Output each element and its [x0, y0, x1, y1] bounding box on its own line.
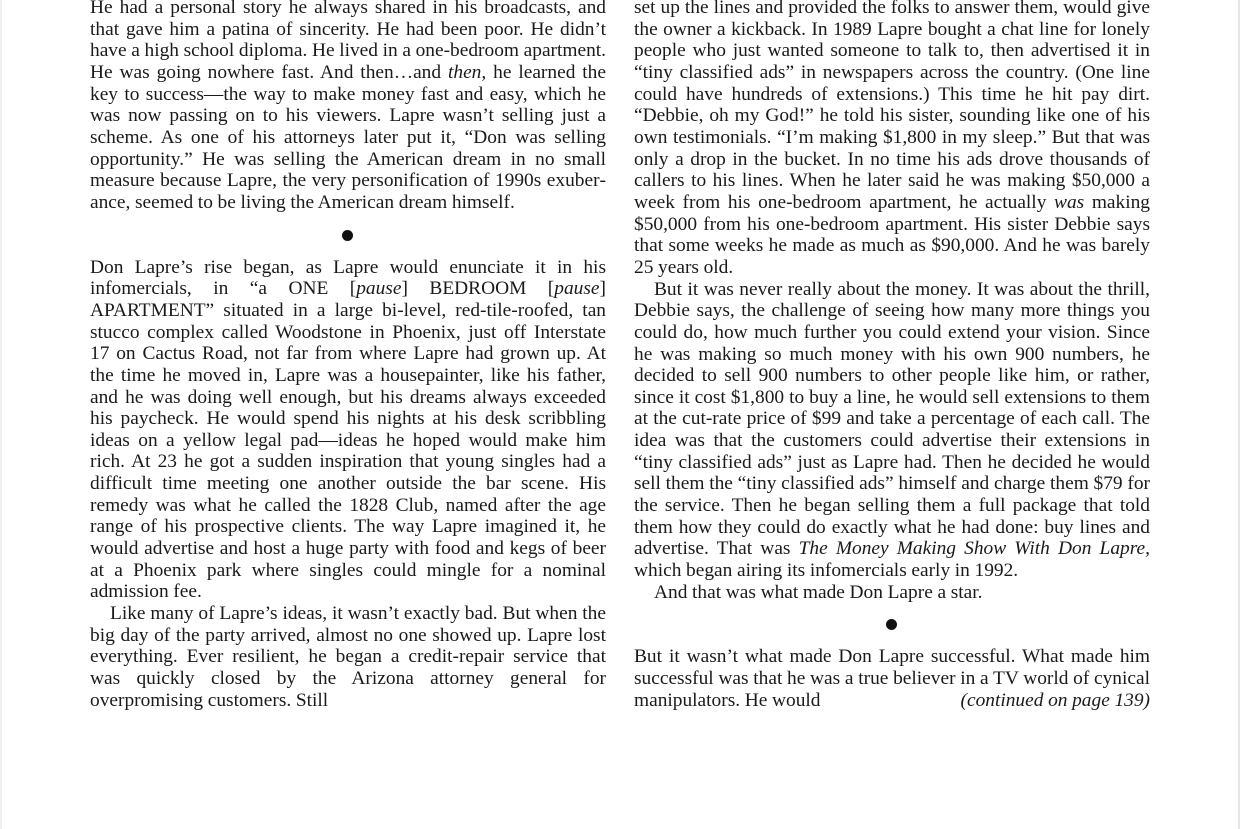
- right-column: [634, 0, 1150, 711]
- right-paragraph-4: [634, 646, 1150, 711]
- left-column: [90, 0, 606, 711]
- right-paragraph-2: But it was never really about the money. It was about the thrill, Debbie says, the challenge of seeing how many more things you could do, how much further you could extend your vision. Since he was making so much money with his own 900 numbers, he decided to sell 900 numbers to other people like him, or rather, since it cost $1,800 to buy a line, he would sell extensions to them at the cut-rate price of $99 and take a percentage of each call. The idea was that the customers could advertise their extensions in “tiny classified ads” just as Lapre had. Then he decided he would sell them the “tiny classified ads” himself and charge them $79 for the service. Then he began selling them a full package that told them how they could do exactly what he had done: buy lines and advertise. That was The Money Making Show With Don Lapre, which began airing its infomercials early in 1992.: [634, 278, 1150, 582]
- page-left-edge: [0, 0, 2, 829]
- right-paragraph-4-text: But it wasn’t what made Don Lapre successful. What made him successful was that he was a true believer in a TV world of cynical manipulators. He would: [634, 646, 1150, 711]
- section-break-bullet: [90, 214, 606, 257]
- section-break-bullet: [634, 603, 1150, 646]
- left-paragraph-3: Like many of Lapre’s ideas, it wasn’t exactly bad. But when the big day of the party arrived, almost no one showed up. Lapre lost everything. Ever resilient, he began a credit-repair service that was quickly closed by the Arizona attorney general for overpromising customers. Still: [90, 603, 606, 711]
- left-paragraph-1: He had a personal story he always shared in his broadcasts, and that gave him a patina of sincerity. He had been poor. He didn’t have a high school diploma. He lived in a one-bedroom apartment. He was going nowhere fast. And then…and then, he learned the key to success—the way to make money fast and easy, which he was now passing on to his viewers. Lapre wasn’t selling just a scheme. As one of his attorneys later put it, “Don was selling opportunity.” He was selling the American dream in no small measure because Lapre, the very personification of 1990s exuberance, seemed to be living the American dream himself.: [90, 0, 607, 213]
- right-paragraph-1: set up the lines and provided the folks to answer them, would give the owner a kickback. In 1989 Lapre bought a chat line for lonely people who just wanted someone to talk to, then advertised it in “tiny classified ads” in newspapers across the country. (One line could have hundreds of extensions.) This time he hit pay dirt. “Debbie, oh my God!” he told his sister, sounding like one of his own testimonials. “I’m making $1,800 in my sleep.” But that was only a drop in the bucket. In no time his ads drove thousands of callers to his lines. When he later said he was making $50,000 a week from his one-bedroom apartment, he actually was making $50,000 from his one-bedroom apartment. His sister Debbie says that some weeks he made as much as $90,000. And he was barely 25 years old.: [634, 0, 1151, 278]
- continued-on-page: (continued on page 139): [960, 689, 1150, 711]
- left-paragraph-2: Don Lapre’s rise began, as Lapre would enunciate it in his infomercials, in “a ONE [pause] BEDROOM [pause] APARTMENT” situated in a large bi-level, red-tile-roofed, tan stucco complex called Woodstone in Phoenix, just off Interstate 17 on Cactus Road, not far from where Lapre had grown up. At the time he moved in, Lapre was a housepainter, like his father, and he was doing well enough, but his dreams always exceeded his paycheck. He would spend his nights at his desk scribbling ideas on a yellow legal pad—ideas he hoped would make him rich. At 23 he got a sudden inspiration that young singles had a difficult time meeting one another outside the bar scene. His remedy was what he called the 1828 Club, named after the age range of his prospective clients. The way Lapre imagined it, he would advertise and host a huge party with food and kegs of beer at a Phoenix park where singles could mingle for a nominal admission fee.: [90, 256, 606, 603]
- right-paragraph-3: And that was what made Don Lapre a star.: [654, 581, 983, 603]
